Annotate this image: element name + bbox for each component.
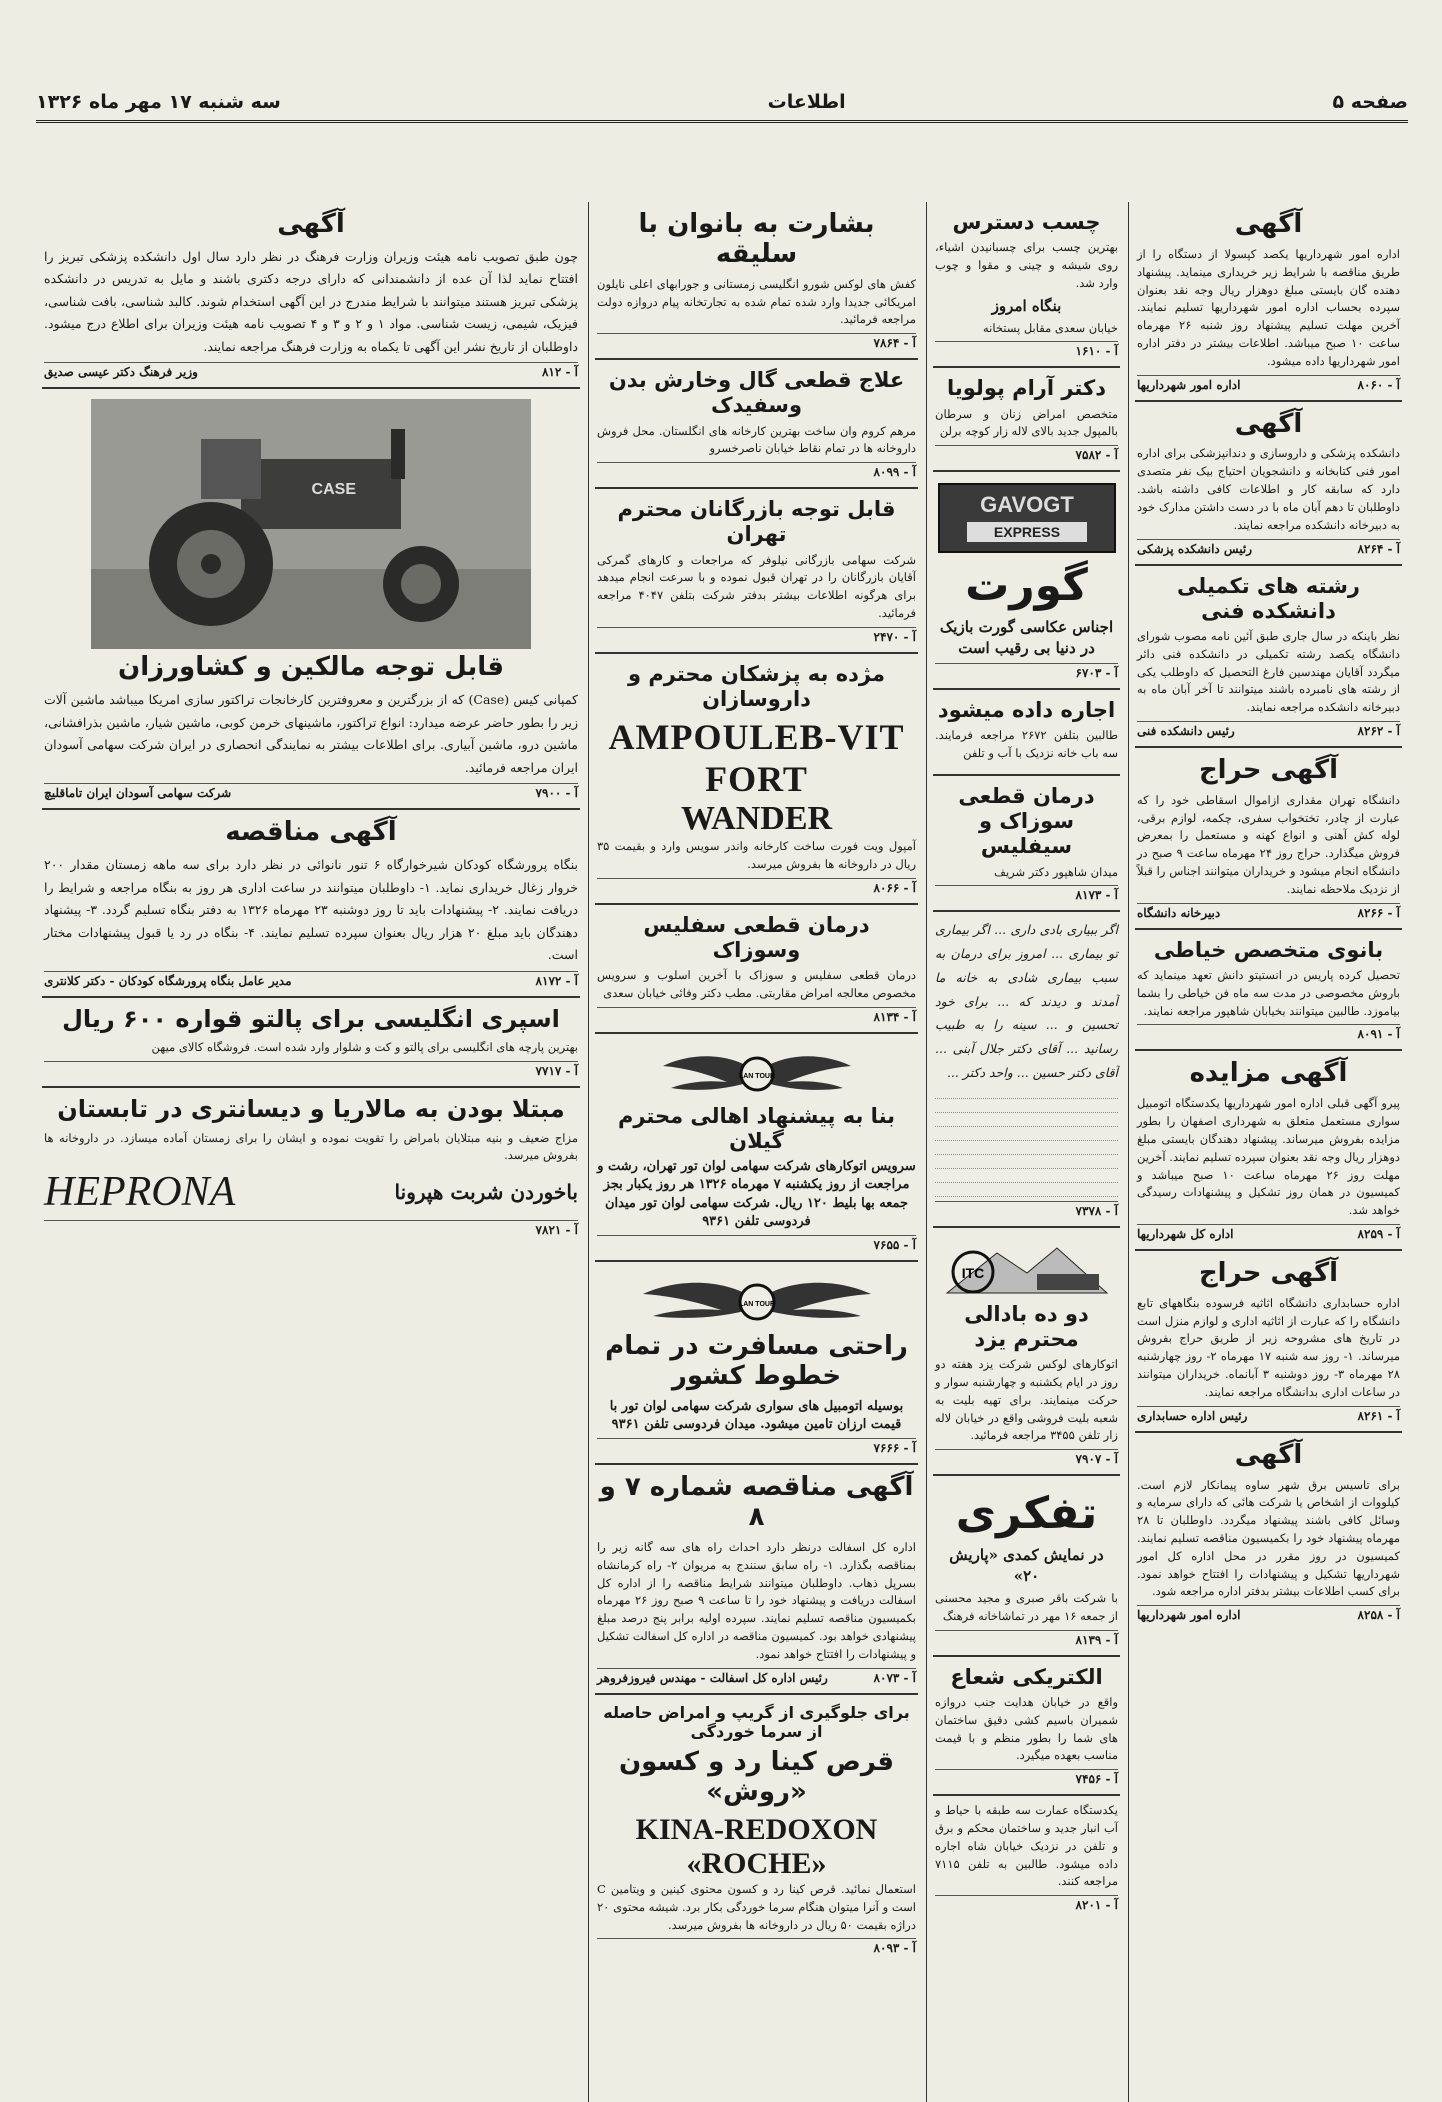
ad-code: آ - ۸۰۶۶ [873, 880, 916, 895]
brand-name-latin: WANDER [680, 800, 833, 838]
ad-title: درمان قطعی سوزاک و سیفلیس [958, 784, 1095, 859]
ad-municipality-capsules [1135, 202, 1402, 402]
ad-sub-body: خیابان سعدی مقابل پستخانه [982, 320, 1118, 335]
issue-date: سه شنبه ۱۷ مهر ماه ۱۳۲۶ [36, 91, 281, 113]
ad-code: آ - ۸۲۰۱ [1075, 1898, 1118, 1913]
ad-glue [933, 202, 1120, 368]
logo-text: LAN TOUR [738, 1072, 775, 1080]
ad-body: چون طبق تصویب نامه هیئت وزیران وزارت فرهنگ در نظر دارد سال اول دانشکده پزشکی تبریز را افتتاح نماید لذا آن عده از دانشمندانی که دارای درجه دکتری باشند و مایل به تدریس در دانشکده پزشکی تبریز هستند میتوانند با شرایط مندرج در این آگهی استخدام شوند. کالبد شناسی، بافت شناسی، فیزیک، شیمی، زیست شناسی. مواد ۱ و ۲ و ۳ و ۴ تصویب نامه هیئت وزیران برای اطلاع درج میشود. داوطلبان از تاریخ نشر این آگهی تا یکماه به وزارت فرهنگ مراجعه نمایند. [44, 248, 578, 354]
ad-body: استعمال نمائید. قرص کینا رد و کسون محتوی کینین و ویتامین C است و آنرا میتوان هنگام سرما خوردگی بکار برد. شیشه محتوی ۲۰ دراژه بقیمت ۵۰ ریال در داروخانه ها بفروش میرسد. [597, 1881, 916, 1932]
ad-furniture-auction [1135, 1251, 1402, 1433]
ad-code: آ - ۷۷۱۷ [535, 1064, 578, 1079]
ad-title: علاج قطعی گال وخارش بدن وسفیدک [608, 368, 905, 418]
ad-body: دانشگاه تهران مقداری ازاموال اسقاطی خود را که عبارت از چادر، تختخواب سفری، چکمه، لوازم برقی، لوله کش آهنی و انواع کهنه و مستعمل را بمعرض فروش میگذارد. حراج روز ۲۴ مهرماه ساعت ۹ صبح در دانشگاه انجام میشود و خریداران میتوانند اجناس را قبلاً از نزدیک ملاحظه نمایند. [1137, 792, 1400, 896]
ad-code: آ - ۸۲۶۲ [1357, 723, 1400, 738]
ad-code: آ - ۸۲۵۹ [1357, 1226, 1400, 1241]
ad-heprona [42, 1088, 580, 1245]
ad-code: آ - ۷۸۲۱ [535, 1223, 578, 1238]
logo-text: ITC [961, 1264, 984, 1281]
gevaert-logo [937, 482, 1117, 554]
ad-title: مژده به پزشکان محترم و داروسازان [628, 661, 885, 712]
ad-coat-fabric [42, 998, 580, 1088]
ad-title: اسپری انگلیسی برای پالتو قواره ۶۰۰ ریال [62, 1004, 560, 1033]
ad-title: آگهی مناقصه شماره ۷ و ۸ [599, 1472, 914, 1533]
ad-body: بنگاه پرورشگاه کودکان شیرخوارگاه ۶ تنور نانوائی در نظر دارد برای سه ماهه زمستان مقدار ۲۰۰ خروار زغال خریداری نماید. ۱- داوطلبان میتوانند در ساعت اداری هر روز به بنگاه مراجعه و شرایط را دریافت نمایند. ۲- پیشنهادات باید تا روز دوشنبه ۲۳ مهرماه ۱۳۲۶ به دفتر بنگاه تسلیم گردد. ۳- پیشنهاد دهندگان باید مبلغ ۲۰ هزار ریال بعنوان سپرده تسلیم نمایند. ۴- بنگاه در رد یا قبول پیشنهادات مختار است. [44, 857, 579, 963]
ad-code: آ - ۷۹۰۷ [1075, 1452, 1118, 1467]
column-3 [588, 202, 924, 2102]
ad-code: آ - ۸۱۲ [541, 365, 578, 380]
ad-medical-faculty [1135, 402, 1402, 566]
ad-tabriz-medical [42, 202, 580, 389]
ad-code: آ - ۱۶۱۰ [1075, 344, 1118, 359]
ad-signature: رئیس دانشکده پزشکی [1137, 541, 1252, 556]
ad-title: قابل توجه مالکین و کشاورزان [118, 652, 504, 683]
ad-title: مبتلا بودن به مالاریا و دیسانتری در تابستان [57, 1095, 565, 1124]
ad-title: آگهی [277, 209, 345, 239]
ad-body: میدان شاهپور دکتر شریف [994, 864, 1118, 879]
ad-body: آمپول ویت فورت ساخت کارخانه واندر سویس وارد و بقیمت ۳۵ ریال در داروخانه ها بفروش میرسد. [597, 839, 916, 872]
ad-code: آ - ۸۰۹۳ [873, 1941, 916, 1956]
paper-name: اطلاعات [767, 91, 846, 113]
ad-code: آ - ۷۶۵۵ [873, 1237, 916, 1252]
ad-orphanage-tender [42, 810, 580, 997]
ad-handwritten [933, 912, 1120, 1227]
ad-title: بنا به پیشنهاد اهالی محترم گیلان [617, 1103, 896, 1154]
ad-body: کفش های لوکس شورو انگلیسی زمستانی و جورابهای اعلی نایلون امریکائی جدیدا وارد شده تمام شده به تجارتخانه پیام دروازه دولت مراجعه فرمائید. [597, 276, 916, 327]
ad-code: آ - ۸۲۶۴ [1357, 541, 1400, 556]
ad-code: آ - ۸۲۶۱ [1357, 1408, 1400, 1423]
ad-body: تحصیل کرده پاریس در انستیتو دانش تعهد مینماید که باروش مخصوصی در مدت سه ماه فن خیاطی را بشما بیاموزد. طالبین میتوانند بخیابان شاهپور مراجعه نمایند. [1137, 967, 1400, 1018]
ad-title: بانوی متخصص خیاطی [1153, 937, 1384, 962]
ad-syphilis-treatment [595, 905, 918, 1034]
ad-signature: وزیر فرهنگ دکتر عیسی صدیق [44, 365, 198, 380]
ad-title: گورت [965, 560, 1088, 612]
ad-title: آگهی [1234, 408, 1303, 439]
column-4 [36, 202, 586, 2102]
ad-code: آ - ۸۱۷۲ [535, 973, 578, 988]
ad-saveh-electricity [1135, 1433, 1402, 1631]
ad-title: بشارت به بانوان با سلیقه [638, 209, 875, 269]
product-name-latin: AMPOULEB-VIT FORT [608, 717, 905, 800]
ad-body: با شرکت باقر صبری و مجید محسنی از جمعه ۱۶ مهر در تماشاخانه فرهنگ [935, 1591, 1118, 1623]
ad-signature: اداره امور شهرداریها [1137, 377, 1241, 392]
ad-treatment [933, 776, 1120, 912]
ad-title: اجاره داده میشود [937, 698, 1116, 723]
ad-body: کمپانی کیس (Case) که از بزرگترین و معروفترین کارخانجات تراکتور سازی امریکا میباشد ماشین آلات زیر را بطور حاضر عرضه میدارد: انواع تراکتور، ماشینهای خرمن کوبی، ماشین شیار، ماشین بذرافشانی، ماشین درو، ماشین آبیاری. برای اطلاعات بیشتر به نمایندگی انحصاری در ایران شرکت سهامی آسودان ایران مراجعه فرمائید. [44, 692, 578, 775]
ad-code: آ - ۸۱۳۹ [1075, 1632, 1118, 1647]
ad-body: مزاج ضعیف و بنیه مبتلایان بامراض را تقویت نموده و ایشان را برای زمستان آماده میسازد. در داروخانه ها بفروش میرسد. [44, 1130, 578, 1163]
ad-yazd-bus [933, 1228, 1120, 1476]
ad-university-auction [1135, 748, 1402, 930]
ad-rent [933, 690, 1120, 776]
ad-body: اداره حسابداری دانشگاه اثاثیه فرسوده بنگاههای تابع دانشگاه را که عبارت از اثاثیه اداری و لوازم منزل است در تاریخ های مشروحه زیر از طریق حراج بفروش میرساند. ۱- روز سه شنبه ۱۷ مهرماه ۲- روز چهارشنبه ۲۸ مهرماه ۳- روز دوشنبه ۳ آبانماه. خریداران میتوانند در ساعات اداری بدانشگاه مراجعه نمایند. [1137, 1295, 1400, 1399]
ad-theatre [933, 1476, 1120, 1657]
ad-title: برای جلوگیری از گریپ و امراض حاصله از سرما خوردگی [603, 1702, 910, 1741]
ad-body: برای تاسیس برق شهر ساوه پیمانکار لازم است. کیلووات از اشخاص یا شرکت هائی که دارای سرمایه و وسائل کافی باشند پیشنهاد میگردد. داوطلبان تا ۲۸ مهرماه پیشنهاد خود را بکمیسیون مناقصه تسلیم نمایند. کمیسیون در روز مقرر در محل اداره کل امور شهرداریها تشکیل و پیشنهادات را افتتاح خواهد نمود. برای کسب اطلاعات بیشتر بدفتر اداره مراجعه شود. [1137, 1477, 1400, 1599]
winged-logo [637, 1272, 877, 1328]
ad-doctor-aram [933, 368, 1120, 472]
ad-code: آ - ۸۰۷۳ [873, 1670, 916, 1685]
ad-shoes [595, 202, 918, 360]
ad-code: آ - ۷۵۸۲ [1075, 448, 1118, 463]
ad-code: آ - ۶۷۰۳ [1075, 666, 1118, 681]
ad-code: آ - ۸۱۳۴ [873, 1009, 916, 1024]
ad-lantour-gilan [595, 1034, 918, 1262]
ad-title: راحتی مسافرت در تمام خطوط کشور [605, 1330, 908, 1391]
ad-title: دو ده بادالی محترم یزد [964, 1301, 1089, 1351]
ad-title: الکتریکی شعاع [950, 1664, 1103, 1689]
page-number: صفحه ۵ [1332, 91, 1408, 113]
ad-body: نظر باینکه در سال جاری طبق آئین نامه مصوب شورای دانشگاه یکصد رشته تکمیلی در دانشکده فنی دائر میگردد آقایان مهندسین فارغ التحصیل که داوطلب یکی از رشته های نامبرده باشند میتوانند تا آخر آبان ماه به دبیرخانه دانشکده مراجعه نمایند. [1137, 628, 1400, 715]
ad-kina-redoxon [595, 1695, 918, 1964]
ad-title: آگهی حراج [1198, 754, 1339, 785]
ad-title: تفکری [955, 1488, 1098, 1540]
ad-signature: شرکت سهامی آسودان ایران تاماقلیچ [44, 786, 232, 801]
product-name-latin: HEPRONA [44, 1169, 236, 1216]
ad-body: درمان قطعی سفلیس و سوزاک با آخرین اسلوب و سرویس مخصوص معالجه امراض مقاربتی. مطب دکتر وفائی خیابان سعدی [597, 968, 916, 1001]
ad-title: آگهی [1234, 209, 1303, 239]
ad-body: اداره کل اسفالت درنظر دارد احداث راه های سه گانه زیر را بمناقصه بگذارد. ۱- راه سابق سنندج به مریوان ۲- راه کرمانشاه بسرپل ذهاب. داوطلبان میتوانند شرایط مناقصه را از اداره کل اسفالت دریافت و پیشنهاد خود را تا ساعت ۹ صبح روز ۲۶ مهرماه بکمیسیون مناقصه تسلیم نمایند. سپرده اولیه برابر پنج درصد مبلغ پیشنهادی خواهد بود. کمیسیون مناقصه در اداره کل اسفالت تشکیل و پیشنهادات را افتتاح خواهد نمود. [597, 1539, 916, 1661]
winged-logo [657, 1044, 857, 1100]
ad-body: بوسیله اتومبیل های سواری شرکت سهامی لوان تور با قیمت ارزان تامین میشود. میدان فردوسی تلفن ۹۳۶۱ [609, 1398, 904, 1432]
ad-body: اتوکارهای لوکس شرکت یزد هفته دو روز در ایام یکشنبه و چهارشنبه سوار و حرکت مینمایند. برای تهیه بلیت به شعبه بلیت فروشی واقع در خیابان لاله زار تلفن ۳۴۵۵ مراجعه فرمائید. [935, 1357, 1118, 1443]
ad-building-rent [933, 1796, 1120, 1920]
ad-car-auction [1135, 1051, 1402, 1251]
ad-title: آگهی [1234, 1439, 1303, 1470]
ad-title: آگهی حراج [1198, 1257, 1339, 1288]
ad-signature: مدیر عامل بنگاه پرورشگاه کودکان - دکتر کلانتری [44, 973, 292, 988]
ad-body: پیرو آگهی قبلی اداره امور شهرداریها یکدستگاه اتومبیل سواری مستعمل متعلق به شهرداری اصفهان را بطور مزایده بفروش میرساند. پیشنهاد دهندگان بایستی مبلغ دوهزار ریال وجه نقد بعنوان سپرده تسلیم نمایند. آخرین مهلت روز ۲۶ مهرماه ساعت ۱۰ صبح میباشد و کمیسیون در همان روز تشکیل و پیشنهادات رسیدگی خواهد شد. [1137, 1096, 1400, 1218]
ad-merchants [595, 489, 918, 654]
ad-body: مرهم کروم وان ساخت بهترین کارخانه های انگلستان. محل فروش داروخانه ها در تمام نقاط خیابان ناصرخسرو [597, 423, 916, 456]
ad-code: آ - ۸۰۹۱ [1357, 1027, 1400, 1042]
ad-code: آ - ۲۴۷۰ [873, 629, 916, 644]
ad-lantour-travel [595, 1262, 918, 1465]
ad-ampoule [595, 654, 918, 905]
ad-signature: رئیس اداره حسابداری [1137, 1408, 1248, 1423]
logo-sub: EXPRESS [993, 524, 1060, 541]
ad-code: آ - ۷۶۶۶ [873, 1441, 916, 1456]
ad-technical-faculty [1135, 566, 1402, 748]
ad-subtitle: قرص کینا رد و کسون «روش» [618, 1746, 895, 1807]
ad-code: آ - ۷۹۰۰ [535, 786, 578, 801]
ad-body: طالبین بتلفن ۲۶۷۲ مراجعه فرمایند. سه باب خانه نزدیک با آب و تلفن [935, 728, 1119, 761]
ad-title: آگهی مزایده [1189, 1058, 1348, 1089]
newspaper-page [36, 78, 1408, 2028]
column-2 [926, 202, 1126, 2102]
product-name-latin: KINA-REDOXON «ROCHE» [635, 1812, 878, 1880]
ad-title: درمان قطعی سفلیس وسوزاک [643, 912, 870, 963]
ad-code: آ - ۸۰۶۰ [1357, 377, 1400, 392]
ad-ointment [595, 360, 918, 489]
ad-title: رشته های تکمیلی دانشکده فنی [1177, 573, 1360, 623]
ad-title: دکتر آرام پولویا [947, 376, 1106, 401]
ad-body: شرکت سهامی بازرگانی نیلوفر که مراجعات و کارهای گمرکی آقایان بازرگانان را در تهران قبول نموده و با سرعت انجام میدهد برای هرگونه اطلاعات بیشتر بدفتر شرکت بتلفن ۴۰۴۷ مراجعه فرمائید. [597, 552, 916, 621]
ad-code: آ - ۸۲۵۸ [1357, 1608, 1400, 1623]
ad-tractor [42, 389, 580, 810]
ad-code: آ - ۸۱۷۳ [1075, 888, 1118, 903]
ad-signature: رئیس دانشکده فنی [1137, 723, 1235, 738]
ad-title: قابل توجه بازرگانان محترم تهران [617, 497, 896, 547]
tractor-brand: CASE [311, 481, 356, 499]
ad-signature: اداره کل شهرداریها [1137, 1226, 1234, 1241]
ad-tailoring [1135, 930, 1402, 1052]
ad-title: آگهی مناقصه [225, 817, 397, 848]
ad-subtitle: باخوردن شربت هپرونا [394, 1180, 578, 1205]
ad-gevaert [933, 472, 1120, 690]
logo-text: LAN TOUR [738, 1300, 775, 1308]
logo-text: GAVOGT [979, 492, 1074, 518]
column-1 [1128, 202, 1408, 2102]
ad-body: متخصص امراض زنان و سرطان بالمپول جدید بالای لاله زار کوچه برلن [935, 406, 1118, 439]
ad-signature: اداره امور شهرداریها [1137, 1608, 1241, 1623]
bus-logo [937, 1238, 1117, 1298]
ad-body: بهترین پارچه های انگلیسی برای پالتو و کت و شلوار وارد شده است. فروشگاه کالای میهن [151, 1040, 578, 1055]
ad-signature: رئیس اداره کل اسفالت - مهندس فیروزفروهر [597, 1670, 828, 1685]
ad-body: اجناس عکاسی گورت بازیک در دنیا بی رقیب است [939, 618, 1114, 658]
ad-code: آ - ۸۰۹۹ [873, 465, 916, 480]
ad-electrician [933, 1657, 1120, 1796]
ad-code: آ - ۸۲۶۶ [1357, 905, 1400, 920]
ad-body: اداره امور شهرداریها یکصد کپسولا از دستگاه را از طریق مناقصه با شرایط زیر خریداری مینماید. پیشنهاد دهنده گان بایستی مبلغ دوهزار ریال وجه نقد بعنوان سپرده بحساب اداره امور شهرداریها تسلیم نمایند. آخرین مهلت تسلیم پیشنهاد روز شنبه ۲۶ مهرماه ساعت ۱۰ صبح میباشد. اطلاعات بیشتر در دفتر اداره امور شهرداریها داده میشود. [1137, 246, 1400, 368]
ad-subtitle: بنگاه امروز [991, 296, 1062, 315]
tractor-image [91, 399, 531, 649]
ad-code: آ - ۷۸۶۴ [873, 336, 916, 351]
ad-body: واقع در خیابان هدایت جنب دروازه شمیران باسیم کشی دقیق ساختمان های شما را بطور منظم و با قیمت مناسب بعهده میگیرد. [935, 1694, 1118, 1763]
ad-subtitle: در نمایش کمدی «پاریش ۲۰» [949, 1546, 1104, 1586]
ad-title: چسب دسترس [952, 210, 1101, 234]
ad-body: اگر ببیاری بادی داری ... اگر بیماری تو بیماری ... امروز برای درمان به سبب بیماری شادی به خانه ما آمدند و دیدند که ... برای خود تحسین و ... سینه را به طبیب رسانید ... آقای دکتر جلال آبنی ... آقای دکتر حسین ... واحد دکتر ... [935, 922, 1118, 1080]
ad-signature: دبیرخانه دانشگاه [1137, 905, 1221, 920]
ad-body: یکدستگاه عمارت سه طبقه با حیاط و آب انبار جدید و ساختمان محکم و برق و تلفن در نزدیک خیابان شاه اجاره داده میشود. طالبین به تلفن ۷۱۱۵ مراجعه کنند. [935, 1803, 1118, 1889]
ad-body: بهترین چسب برای چسبانیدن اشیاء، روی شیشه و چینی و مقوا و چوب وارد شد. [935, 240, 1118, 290]
ad-body: دانشکده پزشکی و داروسازی و دندانپزشکی برای اداره امور فنی کتابخانه و دانشجویان احتیاج بیک نفر متصدی دارد که سابقه کار و اطلاعات کافی داشته باشد. داوطلبان تا دهم آبان ماه با در دست داشتن مدارک خود به دبیرخانه دانشکده مراجعه نمایند. [1137, 446, 1400, 532]
ad-code: آ - ۷۳۷۸ [1075, 1203, 1118, 1218]
ad-body: سرویس اتوکارهای شرکت سهامی لوان تور تهران، رشت و مراجعت از روز یکشنبه ۷ مهرماه ۱۳۲۶ هر روز یکبار بجز جمعه بها بلیط ۱۲۰ ریال. شرکت سهامی لوان تور میدان فردوسی تلفن ۹۳۶۱ [597, 1159, 916, 1229]
ad-code: آ - ۷۴۵۶ [1075, 1772, 1118, 1787]
ad-tender-asphalt [595, 1465, 918, 1694]
